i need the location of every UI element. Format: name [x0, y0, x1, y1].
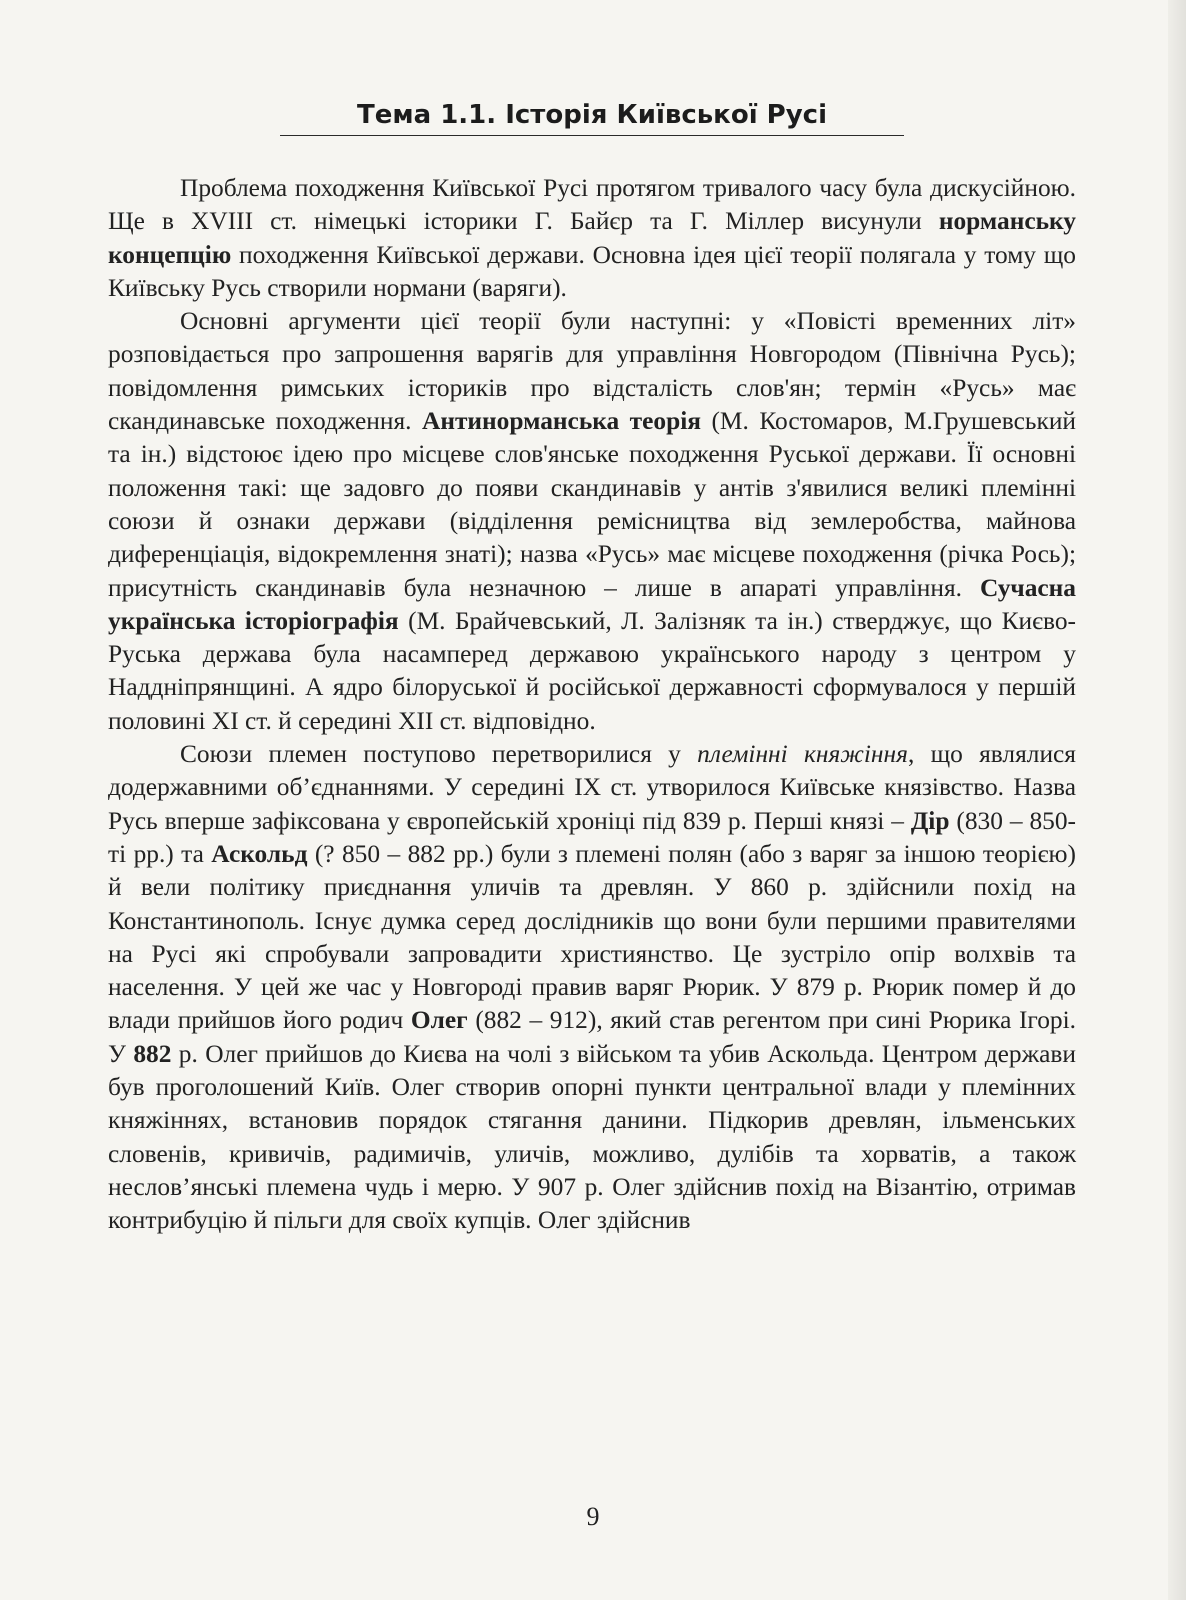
- text-segment: (М. Костомаров, М.Грушевський та ін.) відстоює ідею про місцеве слов'янське походження Руської держави. Її основні положення такі: ще задовго до появи скандинавів у антів з'явилися великі племінні союзи й ознаки держави (відділення ремісництва від землеробства, майнова диференціація, відокремлення знаті); назва «Русь» має місцеве походження (річка Рось); присутність скандинавів була незначною – лише в апараті управління.: [108, 407, 1076, 602]
- text-segment: Союзи племен поступово перетворилися у: [180, 740, 698, 769]
- italic-term-tribal-principalities: племінні княжіння: [697, 740, 908, 769]
- text-segment: р. Олег прийшов до Києва на чолі з військом та убив Аскольда. Центром держави був проголошений Київ. Олег створив опорні пункти центральної влади у племінних княжіннях, встановив порядок стягання данини. Підкорив древлян, ільменських словенів, кривичів, радимичів, уличів, можливо, дулібів та хорватів, а також неслов’янські племена чудь і мерю. У 907 р. Олег здійснив похід на Візантію, отримав контрибуцію й пільги для своїх купців. Олег здійснив: [108, 1039, 1076, 1235]
- bold-year-882: 882: [133, 1039, 172, 1068]
- text-segment: Основні аргументи цієї теорії були наступні: у «Повісті временних літ» розповідається про запрошення варягів для управління Новгородом (Північна Русь); повідомлення римських істориків про відсталість слов'ян; термін «Русь» має скандинавське походження.: [108, 307, 1076, 436]
- bold-term-modern-historiography: Сучасна українська історіографія: [108, 573, 1076, 635]
- text-segment: походження Київської держави. Основна ідея цієї теорії полягала у тому що Київську Русь створили нормани (варяги).: [108, 240, 1076, 302]
- bold-name-oleg: Олег: [410, 1006, 468, 1035]
- text-segment: (830 – 850-ті рр.) та: [108, 806, 1076, 868]
- text-segment: (? 850 – 882 рр.) були з племені полян (або з варяг за іншою теорією) й вели політику приєднання уличів та древлян. У 860 р. здійснили похід на Константинополь. Існує думка серед дослідників що вони були першими правителями на Русі які спробували запровадити християнство. Це зустріло опір волхвів та населення. У цей же час у Новгороді правив варяг Рюрик. У 879 р. Рюрик помер й до влади прийшов його родич: [108, 839, 1076, 1035]
- page-edge-shadow: [1168, 0, 1186, 1600]
- paragraph-2: [108, 305, 1076, 738]
- bold-term-norman-concept: норманську концепцію: [108, 207, 1076, 269]
- bold-term-antinorman-theory: Антинорманська теорія: [421, 407, 702, 436]
- text-segment: (М. Брайчевський, Л. Залізняк та ін.) стверджує, що Києво-Руська держава була насамперед державою українського народу з центром у Наддніпрянщині. А ядро білоруської й російської державності сформувалося у першій половині XI ст. й середині XII ст. відповідно.: [108, 606, 1076, 735]
- page-title: Тема 1.1. Історія Київської Русі: [280, 98, 904, 136]
- body-text: [108, 172, 1076, 1238]
- paragraph-1: [108, 172, 1076, 305]
- text-segment: (882 – 912), який став регентом при сині Рюрика Ігорі. У: [108, 1006, 1076, 1068]
- text-segment: , що являлися додержавними об’єднаннями. У середині IX ст. утворилося Київське князівство. Назва Русь вперше зафіксована у європейській хроніці під 839 р. Перші князі –: [108, 740, 1076, 835]
- paragraph-3: [108, 738, 1076, 1237]
- text-segment: Проблема походження Київської Русі протягом тривалого часу була дискусійною. Ще в XVIII ст. німецькі історики Г. Байєр та Г. Міллер висунули: [108, 174, 1076, 236]
- bold-name-askold: Аскольд: [211, 839, 308, 868]
- bold-name-dir: Дір: [910, 806, 950, 835]
- page-number: 9: [586, 1502, 600, 1531]
